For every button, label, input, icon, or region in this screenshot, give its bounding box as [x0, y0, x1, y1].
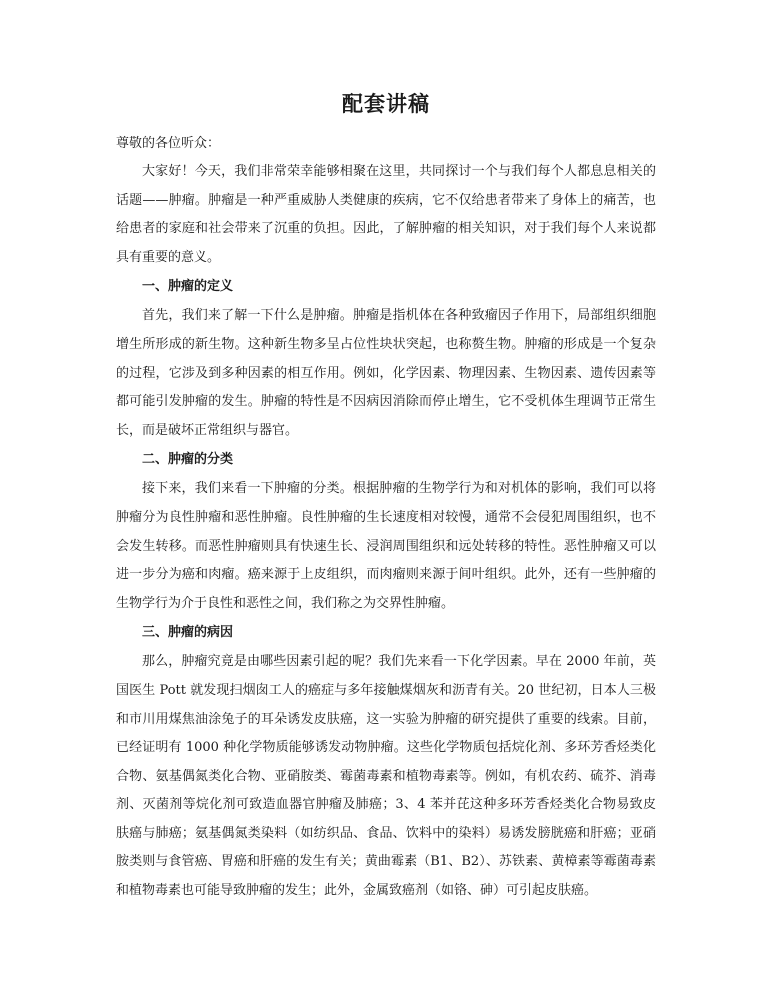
section-body-definition: 首先，我们来了解一下什么是肿瘤。肿瘤是指机体在各种致瘤因子作用下，局部组织细胞增生所形成的新生物。这种新生物多呈占位性块状突起，也称赘生物。肿瘤的形成是一个复杂的过程，它涉及到多种因素的相互作用。例如，化学因素、物理因素、生物因素、遗传因素等都可能引发肿瘤的发生。肿瘤的特性是不因病因消除而停止增生，它不受机体生理调节正常生长，而是破坏正常组织与器官。 [116, 308, 656, 438]
page-title: 配套讲稿 [342, 91, 430, 116]
section-heading-causes: 三、肿瘤的病因 [142, 625, 234, 641]
document-page [116, 88, 656, 906]
section-body-causes: 那么，肿瘤究竟是由哪些因素引起的呢？我们先来看一下化学因素。早在 2000 年前，英国医生 Pott 就发现扫烟囱工人的癌症与多年接触煤烟灰和沥青有关。20 世纪初，日本人三极和市川用煤焦油涂兔子的耳朵诱发皮肤癌，这一实验为肿瘤的研究提供了重要的线索。目前，已经证明有 1000 种化学物质能够诱发动物肿瘤。这些化学物质包括烷化剂、多环芳香烃类化合物、氨基偶氮类化合物、亚硝胺类、霉菌毒素和植物毒素等。例如，有机农药、硫芥、消毒剂、灭菌剂等烷化剂可致造血器官肿瘤及肺癌；3、4 苯并芘这种多环芳香烃类化合物易致皮肤癌与肺癌；氨基偶氮类染料（如纺织品、食品、饮料中的染料）易诱发膀胱癌和肝癌；亚硝胺类则与食管癌、胃癌和肝癌的发生有关；黄曲霉素（B1、B2）、苏铁素、黄樟素等霉菌毒素和植物毒素也可能导致肿瘤的发生；此外，金属致癌剂（如铬、砷）可引起皮肤癌。 [116, 654, 656, 899]
intro-paragraph: 大家好！今天，我们非常荣幸能够相聚在这里，共同探讨一个与我们每个人都息息相关的话题——肿瘤。肿瘤是一种严重威胁人类健康的疾病，它不仅给患者带来了身体上的痛苦，也给患者的家庭和社会带来了沉重的负担。因此，了解肿瘤的相关知识，对于我们每个人来说都具有重要的意义。 [116, 164, 656, 265]
section-heading-classification: 二、肿瘤的分类 [142, 452, 234, 468]
section-heading-definition: 一、肿瘤的定义 [142, 279, 234, 295]
salutation: 尊敬的各位听众： [116, 136, 221, 151]
section-body-classification: 接下来，我们来看一下肿瘤的分类。根据肿瘤的生物学行为和对机体的影响，我们可以将肿瘤分为良性肿瘤和恶性肿瘤。良性肿瘤的生长速度相对较慢，通常不会侵犯周围组织，也不会发生转移。而恶性肿瘤则具有快速生长、浸润周围组织和远处转移的特性。恶性肿瘤又可以进一步分为癌和肉瘤。癌来源于上皮组织，而肉瘤则来源于间叶组织。此外，还有一些肿瘤的生物学行为介于良性和恶性之间，我们称之为交界性肿瘤。 [116, 481, 656, 611]
